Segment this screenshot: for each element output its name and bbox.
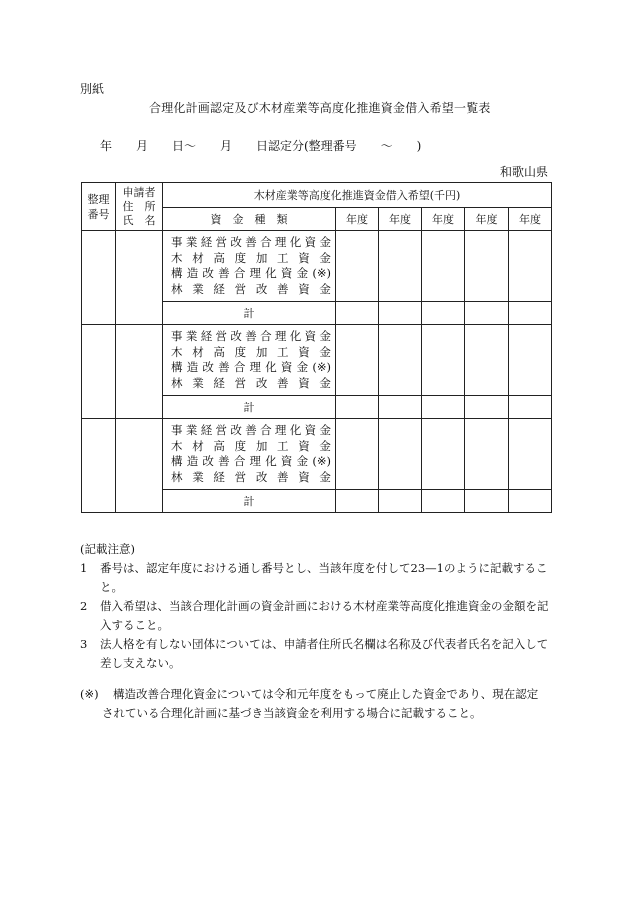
period-line: 年 月 日～ 月 日認定分(整理番号 ～ ) [100,139,422,153]
fund-type-list [163,325,336,396]
notes-heading: (記載注意) [80,542,135,556]
footnote-line2: されている合理化計画に基づき当該資金を利用する場合に記載すること。 [102,706,482,720]
fund-type-list [163,231,336,302]
number-cell[interactable] [82,419,116,513]
header-year-4: 年度 [465,208,509,231]
amount-cell[interactable] [422,325,465,396]
header-number-line1: 整理 [87,192,110,206]
footnote-line1: 構造改善合理化資金については令和元年度をもって廃止した資金であり、現在認定 [113,687,539,701]
note-number: 3 [80,637,88,651]
total-label: 計 [163,302,336,325]
header-applicant [116,183,163,231]
amount-cell[interactable] [379,231,422,302]
amount-cell[interactable] [336,419,379,490]
amount-cell[interactable] [465,419,509,490]
fund-item-2: 構 造 改 善 合 理 化 資 金 (※) [171,266,331,280]
amount-cell[interactable] [336,325,379,396]
number-cell[interactable] [82,231,116,325]
header-number-line2: 番号 [87,207,110,221]
note-item [80,597,555,635]
total-cell[interactable] [465,490,509,513]
total-cell[interactable] [379,396,422,419]
note-text: 番号は、認定年度における通し番号とし、当該年度を付して23—1のように記載すること。 [100,561,548,594]
header-applicant-line2: 住 所 [122,199,156,213]
amount-cell[interactable] [379,419,422,490]
total-cell[interactable] [509,490,552,513]
total-cell[interactable] [465,396,509,419]
amount-cell[interactable] [509,325,552,396]
header-applicant-line3: 氏 名 [122,213,156,227]
document-title: 合理化計画認定及び木材産業等高度化推進資金借入希望一覧表 [149,101,491,115]
header-loan-group: 木材産業等高度化推進資金借入希望(千円) [163,183,552,208]
fund-item-0: 事 業 経 営 改 善 合 理 化 資 金 [171,235,331,249]
total-cell[interactable] [509,302,552,325]
fund-item-0: 事 業 経 営 改 善 合 理 化 資 金 [171,423,331,437]
amount-cell[interactable] [509,231,552,302]
header-year-2: 年度 [379,208,422,231]
note-item [80,635,555,673]
annex-label: 別紙 [80,82,105,96]
total-cell[interactable] [336,396,379,419]
fund-item-0: 事 業 経 営 改 善 合 理 化 資 金 [171,329,331,343]
applicant-cell[interactable] [116,231,163,325]
total-cell[interactable] [336,302,379,325]
fund-type-list [163,419,336,490]
fund-item-3: 林 業 経 営 改 善 資 金 [171,281,331,296]
header-year-1: 年度 [336,208,379,231]
note-text: 借入希望は、当該合理化計画の資金計画における木材産業等高度化推進資金の金額を記入すること。 [100,599,549,632]
header-year-5: 年度 [509,208,552,231]
total-cell[interactable] [379,302,422,325]
fund-item-1: 木 材 高 度 加 工 資 金 [171,250,331,265]
fund-item-1: 木 材 高 度 加 工 資 金 [171,344,331,359]
total-label: 計 [163,396,336,419]
note-item [80,559,555,597]
header-year-3: 年度 [422,208,465,231]
header-fund-type: 資 金 種 類 [163,208,336,231]
header-applicant-line1: 申請者 [122,185,156,199]
applicant-cell[interactable] [116,419,163,513]
prefecture-label: 和歌山県 [500,165,549,179]
total-cell[interactable] [336,490,379,513]
note-number: 1 [80,561,88,575]
amount-cell[interactable] [379,325,422,396]
total-label: 計 [163,490,336,513]
total-cell[interactable] [422,490,465,513]
total-cell[interactable] [379,490,422,513]
notes-section [80,540,555,673]
fund-item-2: 構 造 改 善 合 理 化 資 金 (※) [171,360,331,374]
amount-cell[interactable] [509,419,552,490]
amount-cell[interactable] [465,231,509,302]
note-number: 2 [80,599,88,613]
fund-item-2: 構 造 改 善 合 理 化 資 金 (※) [171,454,331,468]
amount-cell[interactable] [422,419,465,490]
loan-request-table [81,182,552,513]
amount-cell[interactable] [336,231,379,302]
total-cell[interactable] [509,396,552,419]
note-text: 法人格を有しない団体については、申請者住所氏名欄は名称及び代表者氏名を記入して差し支えない。 [100,637,549,670]
fund-item-1: 木 材 高 度 加 工 資 金 [171,438,331,453]
fund-item-3: 林 業 経 営 改 善 資 金 [171,469,331,484]
footnote-mark: (※) [80,687,99,701]
header-number [82,183,116,231]
number-cell[interactable] [82,325,116,419]
total-cell[interactable] [422,396,465,419]
fund-item-3: 林 業 経 営 改 善 資 金 [171,375,331,390]
amount-cell[interactable] [422,231,465,302]
total-cell[interactable] [422,302,465,325]
amount-cell[interactable] [465,325,509,396]
applicant-cell[interactable] [116,325,163,419]
total-cell[interactable] [465,302,509,325]
